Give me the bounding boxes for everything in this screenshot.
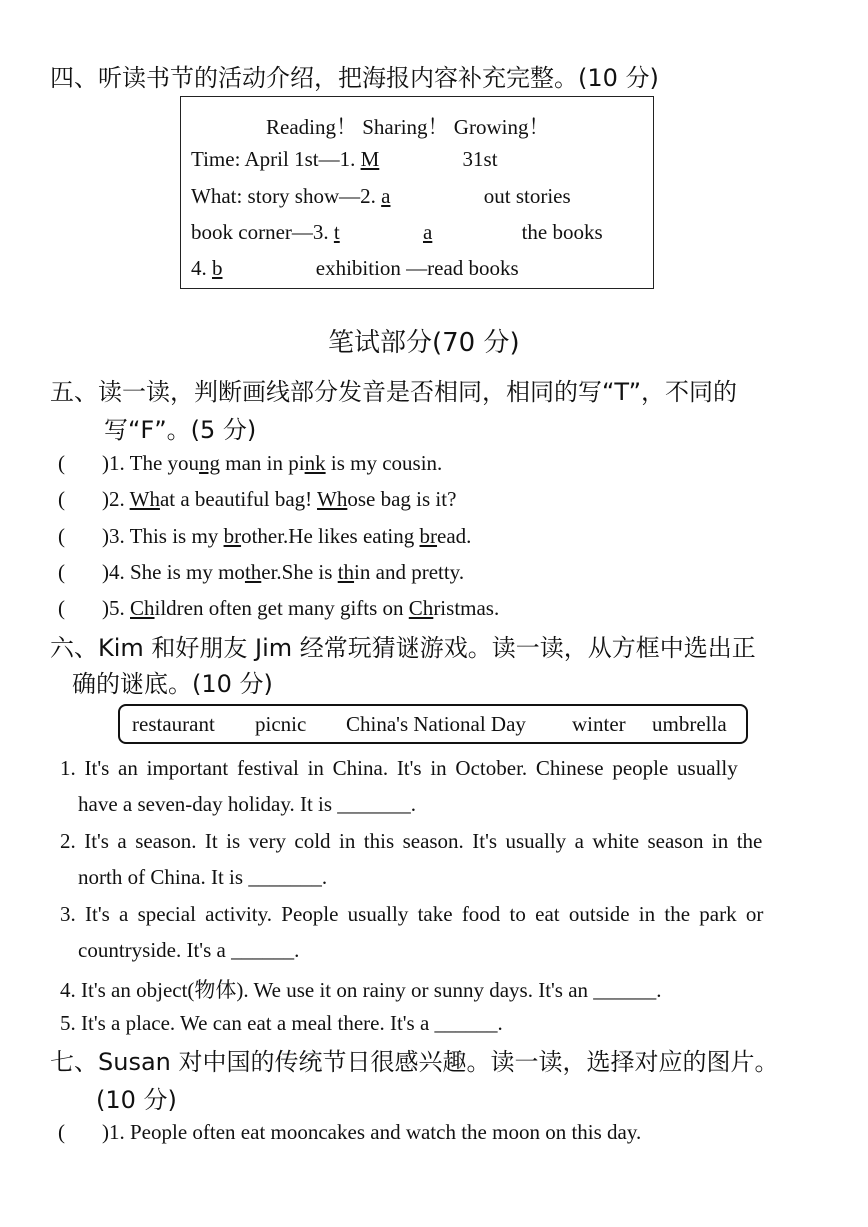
underlined-sound: br bbox=[223, 524, 242, 548]
judge-item bbox=[58, 560, 464, 585]
word-bank-item: umbrella bbox=[652, 712, 727, 736]
sentence-text: at a beautiful bag! bbox=[159, 487, 318, 511]
sentence-text: The you bbox=[129, 451, 200, 475]
item-number: )3. bbox=[102, 524, 130, 548]
answer-blank-1[interactable]: M bbox=[360, 147, 380, 171]
poster-line-exhibition: 4. b exhibition —read books bbox=[191, 256, 519, 280]
answer-blank-4[interactable]: b bbox=[212, 256, 223, 280]
riddle-5: 5. It's a place. We can eat a meal there. It's a ______. bbox=[60, 1011, 503, 1035]
word-bank-item: restaurant bbox=[132, 712, 215, 736]
sentence-text: This is my bbox=[129, 524, 224, 548]
underlined-sound: Ch bbox=[130, 596, 155, 620]
section5-heading-cont: 写“F”。(5 分) bbox=[104, 416, 257, 444]
sentence-text: man in pi bbox=[220, 451, 305, 475]
underlined-sound: Wh bbox=[129, 487, 160, 511]
word-bank-box bbox=[118, 704, 748, 744]
word-bank-item: picnic bbox=[255, 712, 307, 736]
answer-blank-3b[interactable]: a bbox=[422, 220, 433, 244]
underlined-sound: Ch bbox=[408, 596, 434, 620]
section5-heading: 五、读一读，判断画线部分发音是否相同，相同的写“T”，不同的 bbox=[50, 378, 737, 406]
underlined-sound: nk bbox=[304, 451, 326, 475]
judge-item bbox=[58, 487, 456, 512]
riddle-3-cont: countryside. It's a ______. bbox=[78, 938, 300, 962]
poster-title: Reading！ Sharing！ Growing！ bbox=[266, 115, 550, 139]
riddle-4: 4. It's an object(物体). We use it on rainy or sunny days. It's an ______. bbox=[60, 978, 662, 1002]
riddle-3: 3. It's a special activity. People usually take food to eat outside in the park or bbox=[60, 902, 764, 926]
sentence-text: ildren often get many gifts on bbox=[154, 596, 409, 620]
section4-heading: 四、听读书节的活动介绍，把海报内容补充完整。(10 分) bbox=[50, 64, 659, 92]
sentence-text: ead. bbox=[437, 524, 472, 548]
sentence-text: ristmas. bbox=[433, 596, 500, 620]
judge-item bbox=[58, 596, 499, 621]
answer-blank-2[interactable]: a bbox=[381, 184, 391, 208]
answer-paren[interactable]: ( bbox=[58, 560, 65, 584]
answer-paren[interactable]: ( bbox=[58, 596, 65, 620]
item-number: )5. bbox=[102, 596, 130, 620]
sentence-text: in and pretty. bbox=[354, 560, 465, 584]
answer-blank-3a[interactable]: t bbox=[333, 220, 340, 244]
underlined-sound: br bbox=[419, 524, 438, 548]
section7-heading-cont: (10 分) bbox=[96, 1086, 177, 1114]
item-number: )2. bbox=[102, 487, 130, 511]
section7-item-1: ( )1. People often eat mooncakes and watch the moon on this day. bbox=[58, 1120, 642, 1144]
section6-heading-cont: 确的谜底。(10 分) bbox=[72, 670, 273, 698]
sentence-text: She is my mo bbox=[130, 560, 245, 584]
riddle-1-cont: have a seven-day holiday. It is _______. bbox=[78, 792, 417, 816]
answer-paren[interactable]: ( bbox=[58, 487, 65, 511]
item-number: )1. bbox=[102, 451, 130, 475]
answer-paren[interactable]: ( bbox=[58, 451, 65, 475]
sentence-text: ose bag is it? bbox=[347, 487, 457, 511]
underlined-sound: ng bbox=[199, 451, 221, 475]
poster-line-book-corner: book corner—3. t a the books bbox=[191, 220, 603, 244]
written-part-title: 笔试部分(70 分) bbox=[328, 328, 520, 358]
word-bank-item: winter bbox=[572, 712, 626, 736]
judge-item bbox=[58, 451, 442, 476]
word-bank-item: China's National Day bbox=[346, 712, 526, 736]
riddle-1: 1. It's an important festival in China. It's in October. Chinese people usually bbox=[60, 756, 738, 780]
riddle-2: 2. It's a season. It is very cold in this season. It's usually a white season in the bbox=[60, 829, 763, 853]
underlined-sound: Wh bbox=[317, 487, 348, 511]
section6-heading: 六、Kim 和好朋友 Jim 经常玩猜谜游戏。读一读，从方框中选出正 bbox=[50, 634, 756, 662]
item-number: )4. bbox=[102, 560, 130, 584]
poster-line-time: Time: April 1st—1. M 31st bbox=[191, 147, 498, 171]
underlined-sound: th bbox=[337, 560, 355, 584]
answer-paren[interactable]: ( bbox=[58, 524, 65, 548]
judge-item bbox=[58, 524, 471, 549]
section7-heading: 七、Susan 对中国的传统节日很感兴趣。读一读，选择对应的图片。 bbox=[50, 1048, 779, 1076]
underlined-sound: th bbox=[244, 560, 262, 584]
sentence-text: is my cousin. bbox=[325, 451, 443, 475]
riddle-2-cont: north of China. It is _______. bbox=[78, 865, 328, 889]
poster-box bbox=[180, 96, 654, 289]
sentence-text: er.She is bbox=[261, 560, 338, 584]
sentence-text: other.He likes eating bbox=[241, 524, 420, 548]
poster-line-what: What: story show—2. a out stories bbox=[191, 184, 571, 208]
